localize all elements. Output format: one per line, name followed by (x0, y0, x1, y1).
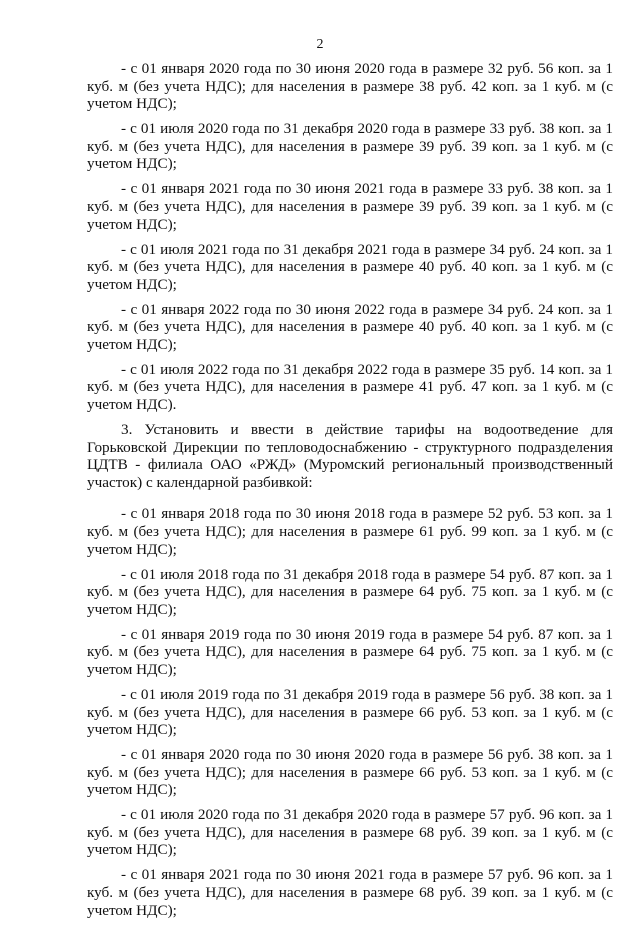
tariff-item: - с 01 января 2021 года по 30 июня 2021 года в размере 57 руб. 96 коп. за 1 куб. м (без учета НДС), для населения в размере 68 руб. 39 коп. за 1 куб. м (с учетом НДС); (87, 866, 613, 919)
tariff-item: - с 01 января 2020 года по 30 июня 2020 года в размере 56 руб. 38 коп. за 1 куб. м (без учета НДС); для населения в размере 66 руб. 53 коп. за 1 куб. м (с учетом НДС); (87, 746, 613, 799)
tariff-item: - с 01 июля 2019 года по 31 декабря 2019 года в размере 56 руб. 38 коп. за 1 куб. м (без учета НДС), для населения в размере 66 руб. 53 коп. за 1 куб. м (с учетом НДС); (87, 685, 613, 739)
section-3-paragraph: 3. Установить и ввести в действие тарифы на водоотведение для Горьковской Дирекции по тепловодоснабжению - структурного подразделения ЦДТВ - филиала ОАО «РЖД» (Муромский региональный производственный участок) с календарной разбивкой: (87, 421, 613, 491)
tariff-item: - с 01 января 2019 года по 30 июня 2019 года в размере 54 руб. 87 коп. за 1 куб. м (без учета НДС), для населения в размере 64 руб. 75 коп. за 1 куб. м (с учетом НДС); (87, 625, 613, 678)
document-body (87, 60, 613, 927)
tariff-item: - с 01 июля 2020 года по 31 декабря 2020 года в размере 57 руб. 96 коп. за 1 куб. м (без учета НДС), для населения в размере 68 руб. 39 коп. за 1 куб. м (с учетом НДС); (87, 806, 613, 859)
tariff-item: - с 01 июля 2018 года по 31 декабря 2018 года в размере 54 руб. 87 коп. за 1 куб. м (без учета НДС), для населения в размере 64 руб. 75 коп. за 1 куб. м (с учетом НДС); (87, 565, 613, 618)
tariff-item: - с 01 января 2022 года по 30 июня 2022 года в размере 34 руб. 24 коп. за 1 куб. м (без учета НДС), для населения в размере 40 руб. 40 коп. за 1 куб. м (с учетом НДС); (87, 300, 613, 353)
page-number: 2 (316, 37, 324, 52)
tariff-item: - с 01 июля 2021 года по 31 декабря 2021 года в размере 34 руб. 24 коп. за 1 куб. м (без учета НДС), для населения в размере 40 руб. 40 коп. за 1 куб. м (с учетом НДС); (87, 240, 613, 293)
tariff-item: - с 01 января 2021 года по 30 июня 2021 года в размере 33 руб. 38 коп. за 1 куб. м (без учета НДС), для населения в размере 39 руб. 39 коп. за 1 куб. м (с учетом НДС); (87, 180, 613, 233)
tariff-item: - с 01 января 2018 года по 30 июня 2018 года в размере 52 руб. 53 коп. за 1 куб. м (без учета НДС); для населения в размере 61 руб. 99 коп. за 1 куб. м (с учетом НДС); (87, 505, 613, 558)
tariff-item: - с 01 января 2020 года по 30 июня 2020 года в размере 32 руб. 56 коп. за 1 куб. м (без учета НДС); для населения в размере 38 руб. 42 коп. за 1 куб. м (с учетом НДС); (87, 60, 613, 113)
tariff-item: - с 01 июля 2020 года по 31 декабря 2020 года в размере 33 руб. 38 коп. за 1 куб. м (без учета НДС), для населения в размере 39 руб. 39 коп. за 1 куб. м (с учетом НДС); (87, 120, 613, 173)
tariff-item: - с 01 июля 2022 года по 31 декабря 2022 года в размере 35 руб. 14 коп. за 1 куб. м (без учета НДС), для населения в размере 41 руб. 47 коп. за 1 куб. м (с учетом НДС). (87, 360, 613, 414)
